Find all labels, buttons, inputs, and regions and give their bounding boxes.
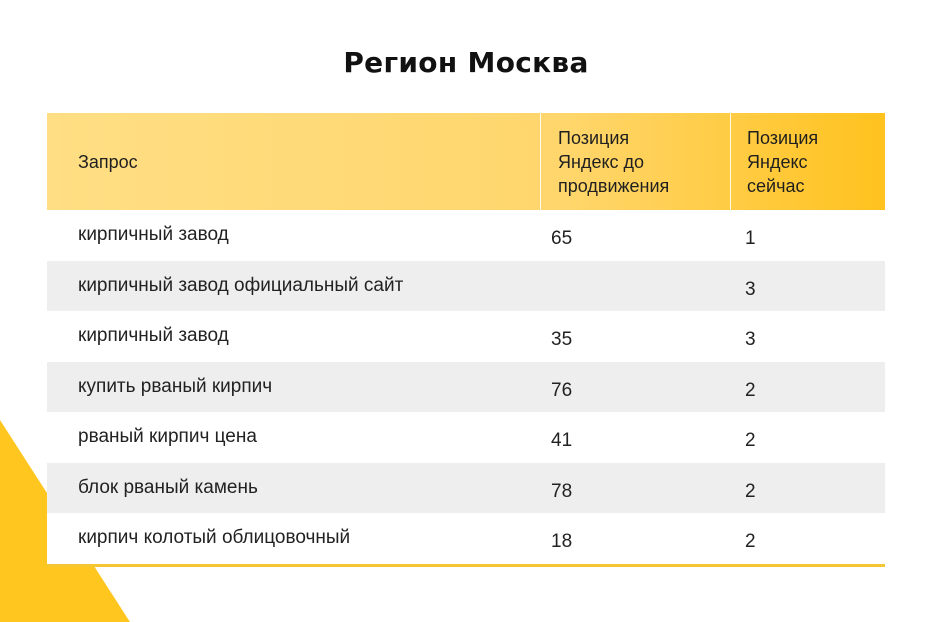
table-body — [47, 210, 885, 567]
header-position-before-label: Позиция Яндекс до продвижения — [558, 127, 670, 196]
cell-position-before: 76 — [551, 379, 573, 401]
cell-position-now: 2 — [745, 430, 756, 451]
header-query-label: Запрос — [78, 151, 138, 172]
table-header — [47, 113, 885, 210]
cell-position-now: 2 — [745, 531, 756, 552]
header-position-before — [540, 113, 730, 210]
header-position-now-label: Позиция Яндекс сейчас — [747, 127, 819, 196]
table-row — [47, 311, 885, 362]
cell-position-now: 2 — [745, 480, 756, 502]
cell-position-now: 3 — [745, 329, 756, 350]
table-row — [47, 412, 885, 463]
page-title: Регион Москва — [343, 46, 589, 79]
cell-position-before: 35 — [551, 329, 573, 350]
positions-table — [47, 113, 885, 567]
header-query — [47, 113, 540, 210]
cell-query: кирпичный завод — [78, 224, 229, 245]
cell-position-now: 1 — [745, 228, 756, 249]
cell-query: кирпичный завод официальный сайт — [78, 274, 404, 296]
cell-position-now: 3 — [745, 278, 756, 300]
table-row — [47, 463, 885, 514]
table-row — [47, 513, 885, 564]
table-row — [47, 362, 885, 413]
cell-position-now: 2 — [745, 379, 756, 401]
table-row — [47, 261, 885, 312]
cell-position-before: 41 — [551, 430, 573, 451]
cell-query: блок рваный камень — [78, 476, 258, 498]
cell-query: кирпич колотый облицовочный — [78, 527, 351, 548]
cell-query: купить рваный кирпич — [78, 375, 273, 397]
header-position-now — [730, 113, 885, 210]
cell-position-before: 78 — [551, 480, 573, 502]
cell-position-before — [540, 261, 730, 312]
cell-position-before: 18 — [551, 531, 573, 552]
cell-position-before: 65 — [551, 228, 573, 249]
table-row — [47, 210, 885, 261]
cell-query: рваный кирпич цена — [78, 426, 257, 447]
cell-query: кирпичный завод — [78, 325, 229, 346]
